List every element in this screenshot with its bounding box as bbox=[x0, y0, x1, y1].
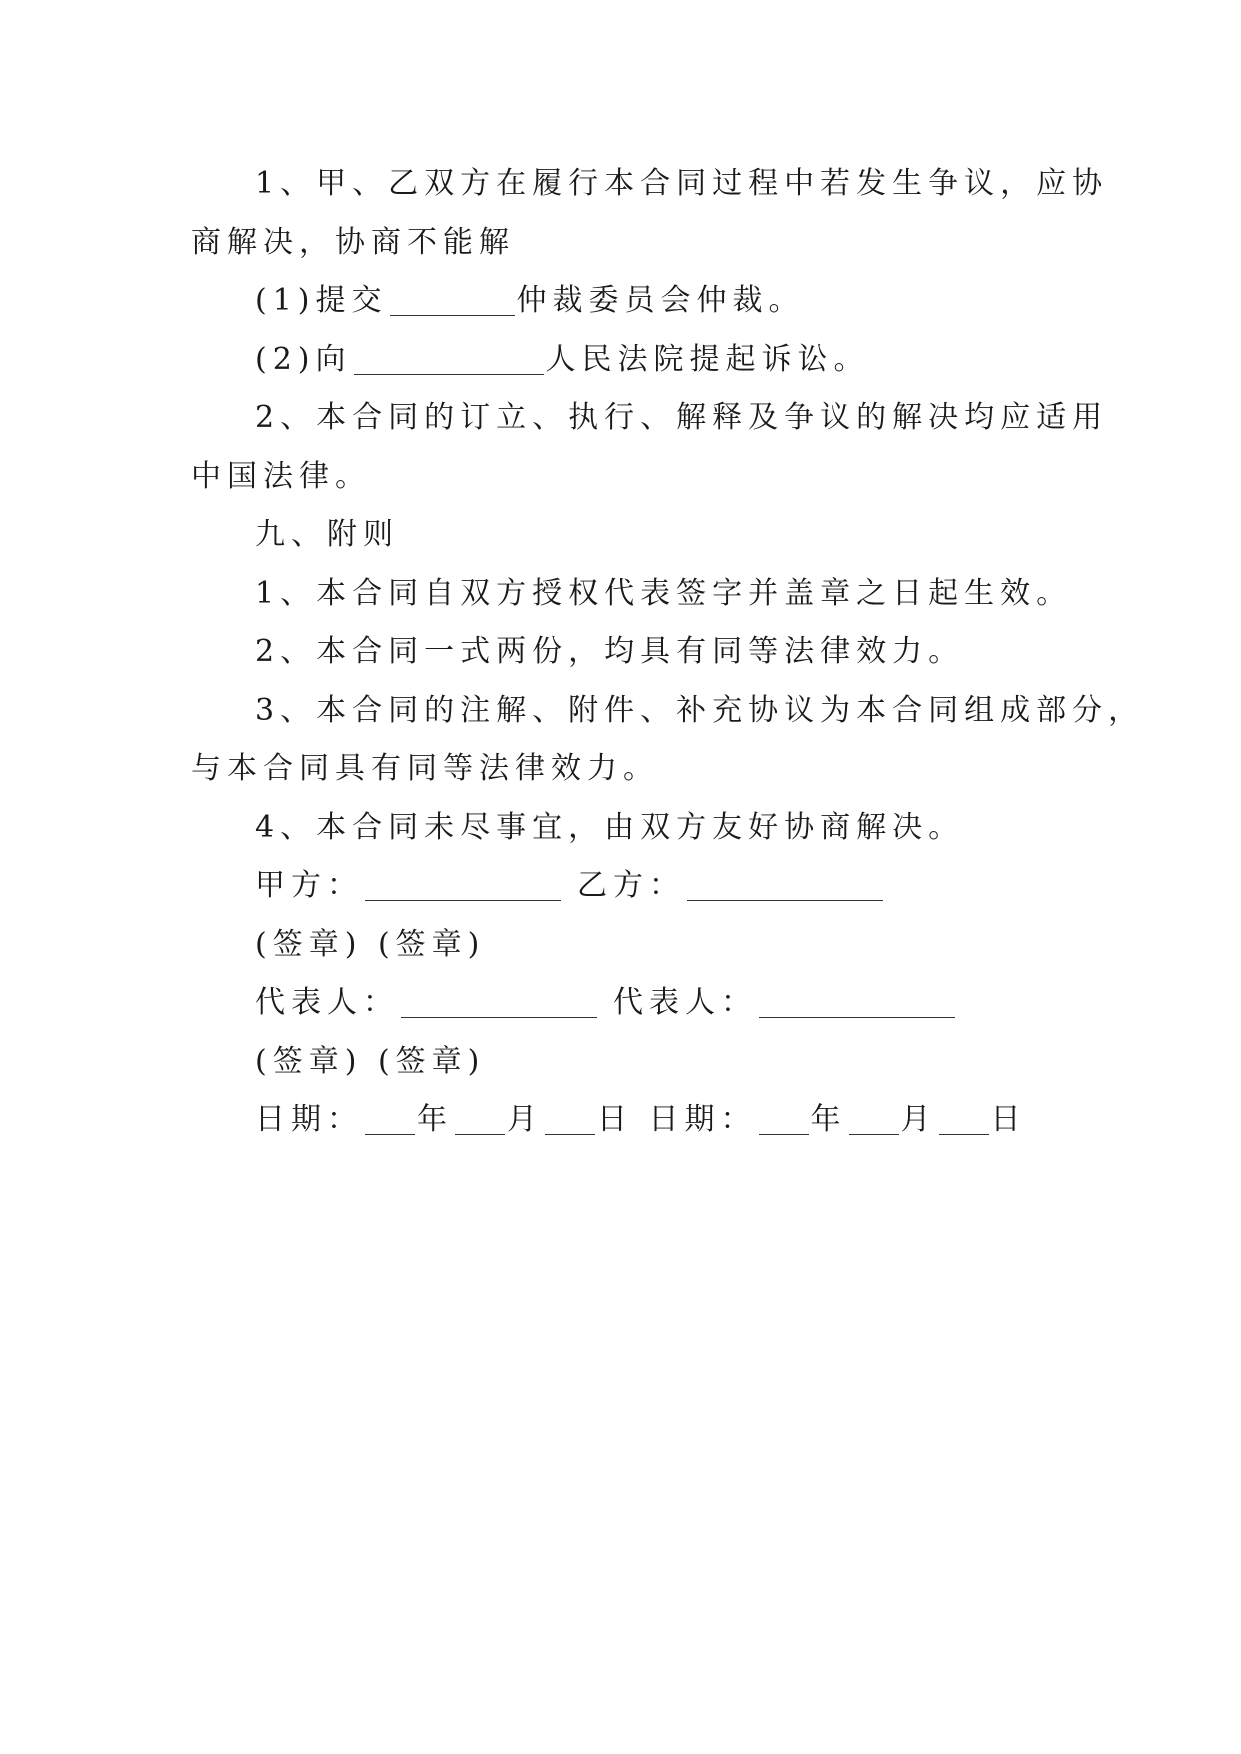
dispute-clause-line-1: 1、甲、乙双方在履行本合同过程中若发生争议，应协 bbox=[255, 166, 1109, 201]
date-a-month: 月 bbox=[507, 1102, 543, 1137]
court-blank bbox=[354, 342, 544, 375]
rule-3-line-1: 3、本合同的注解、附件、补充协议为本合同组成部分， bbox=[255, 692, 1145, 728]
court-prefix: (2)向 bbox=[255, 341, 352, 377]
arbitration-option bbox=[191, 272, 1071, 331]
rep-b-blank bbox=[759, 985, 955, 1018]
party-b-label: 乙方： bbox=[577, 868, 685, 903]
rep-a-blank bbox=[401, 985, 597, 1018]
dispute-clause-line-2: 商解决，协商不能解 bbox=[191, 224, 515, 260]
party-a-label: 甲方： bbox=[255, 868, 363, 903]
date-a-label: 日期： bbox=[255, 1102, 363, 1137]
date-a-year: 年 bbox=[417, 1102, 453, 1137]
date-b-year-blank bbox=[759, 1102, 809, 1135]
date-b-label: 日期： bbox=[648, 1102, 757, 1137]
contract-body bbox=[191, 155, 1145, 1150]
date-a-day: 日 bbox=[597, 1102, 633, 1137]
representative-line bbox=[191, 974, 1071, 1033]
date-b-month: 月 bbox=[900, 1102, 937, 1137]
party-a-blank bbox=[365, 868, 561, 901]
rule-1: 1、本合同自双方授权代表签字并盖章之日起生效。 bbox=[255, 575, 1073, 611]
seal-line-1: (签章) (签章) bbox=[255, 926, 486, 962]
rep-b-label: 代表人： bbox=[613, 985, 757, 1020]
rule-4: 4、本合同未尽事宜，由双方友好协商解决。 bbox=[255, 809, 965, 845]
court-suffix: 人民法院提起诉讼。 bbox=[545, 341, 870, 377]
rule-2: 2、本合同一式两份，均具有同等法律效力。 bbox=[255, 634, 965, 669]
seal-line-2: (签章) (签章) bbox=[255, 1043, 486, 1079]
section-heading-supplementary: 九、附则 bbox=[255, 517, 399, 552]
arbitration-blank bbox=[390, 283, 515, 316]
date-b-month-blank bbox=[849, 1102, 899, 1135]
party-line bbox=[191, 857, 1071, 916]
date-a-day-blank bbox=[545, 1102, 595, 1135]
date-a-month-blank bbox=[455, 1102, 505, 1135]
arbitration-suffix: 仲裁委员会仲裁。 bbox=[516, 283, 805, 318]
court-option bbox=[191, 331, 1071, 390]
governing-law-line-1: 2、本合同的订立、执行、解释及争议的解决均应适用 bbox=[255, 400, 1109, 435]
date-b-year: 年 bbox=[810, 1102, 847, 1137]
date-b-day-blank bbox=[939, 1102, 989, 1135]
rep-a-label: 代表人： bbox=[255, 985, 399, 1020]
arbitration-prefix: (1)提交 bbox=[255, 283, 388, 318]
governing-law-line-2: 中国法律。 bbox=[191, 458, 371, 494]
date-a-year-blank bbox=[365, 1102, 415, 1135]
date-b-day: 日 bbox=[990, 1102, 1027, 1137]
date-line bbox=[191, 1091, 1071, 1150]
party-b-blank bbox=[687, 868, 883, 901]
rule-3-line-2: 与本合同具有同等法律效力。 bbox=[191, 751, 659, 786]
